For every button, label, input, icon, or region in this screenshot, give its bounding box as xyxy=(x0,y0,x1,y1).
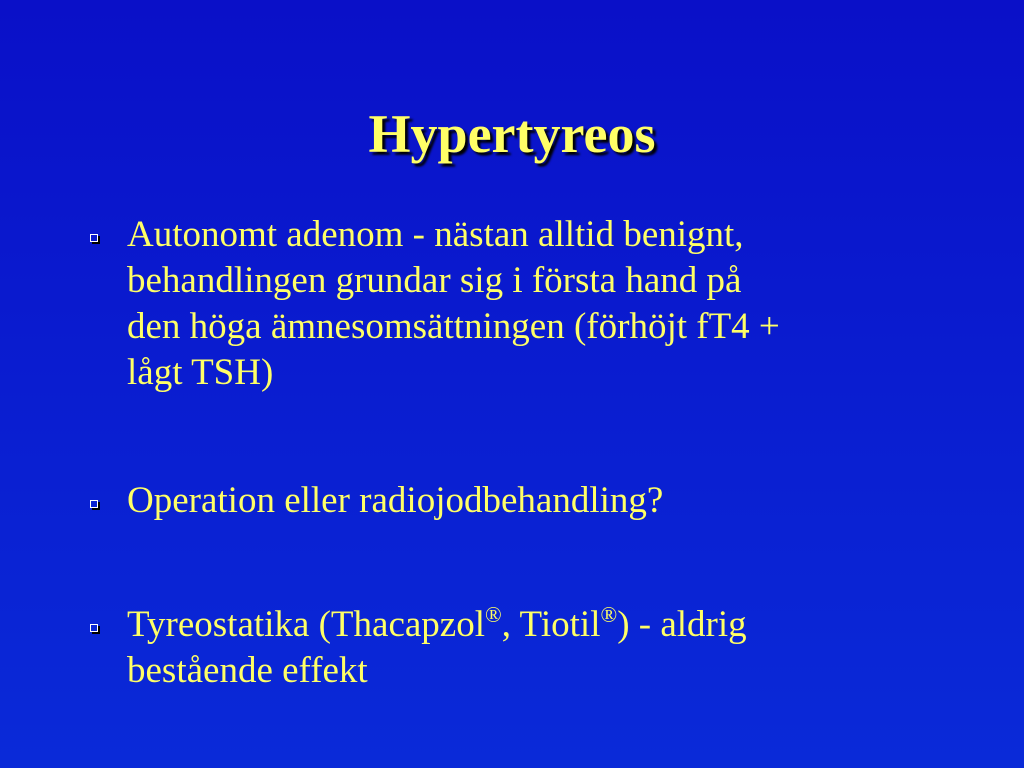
square-bullet-icon xyxy=(90,500,98,508)
bullet-text: Autonomt adenom - nästan alltid benignt, behandlingen grundar sig i första hand på den höga ämnesomsättningen (förhöjt fT4 + lågt TSH) xyxy=(127,214,780,393)
bullet-text: Operation eller radiojodbehandling? xyxy=(127,480,664,521)
bullet-text-part: ) - aldrig bestående effekt xyxy=(127,604,747,691)
bullet-item-operation xyxy=(82,478,962,524)
bullet-text xyxy=(127,602,962,694)
slide-title: Hypertyreos xyxy=(368,104,656,164)
bullet-item-autonomt-adenom xyxy=(82,212,962,396)
bullet-text-part: Tyreostatika (Thacapzol xyxy=(127,604,485,645)
registered-mark: ® xyxy=(600,602,618,627)
square-bullet-icon xyxy=(90,624,98,632)
square-bullet-icon xyxy=(90,234,98,242)
registered-mark: ® xyxy=(485,602,502,627)
bullet-item-tyreostatika xyxy=(82,602,962,694)
bullet-text-part: , Tiotil xyxy=(501,604,601,645)
